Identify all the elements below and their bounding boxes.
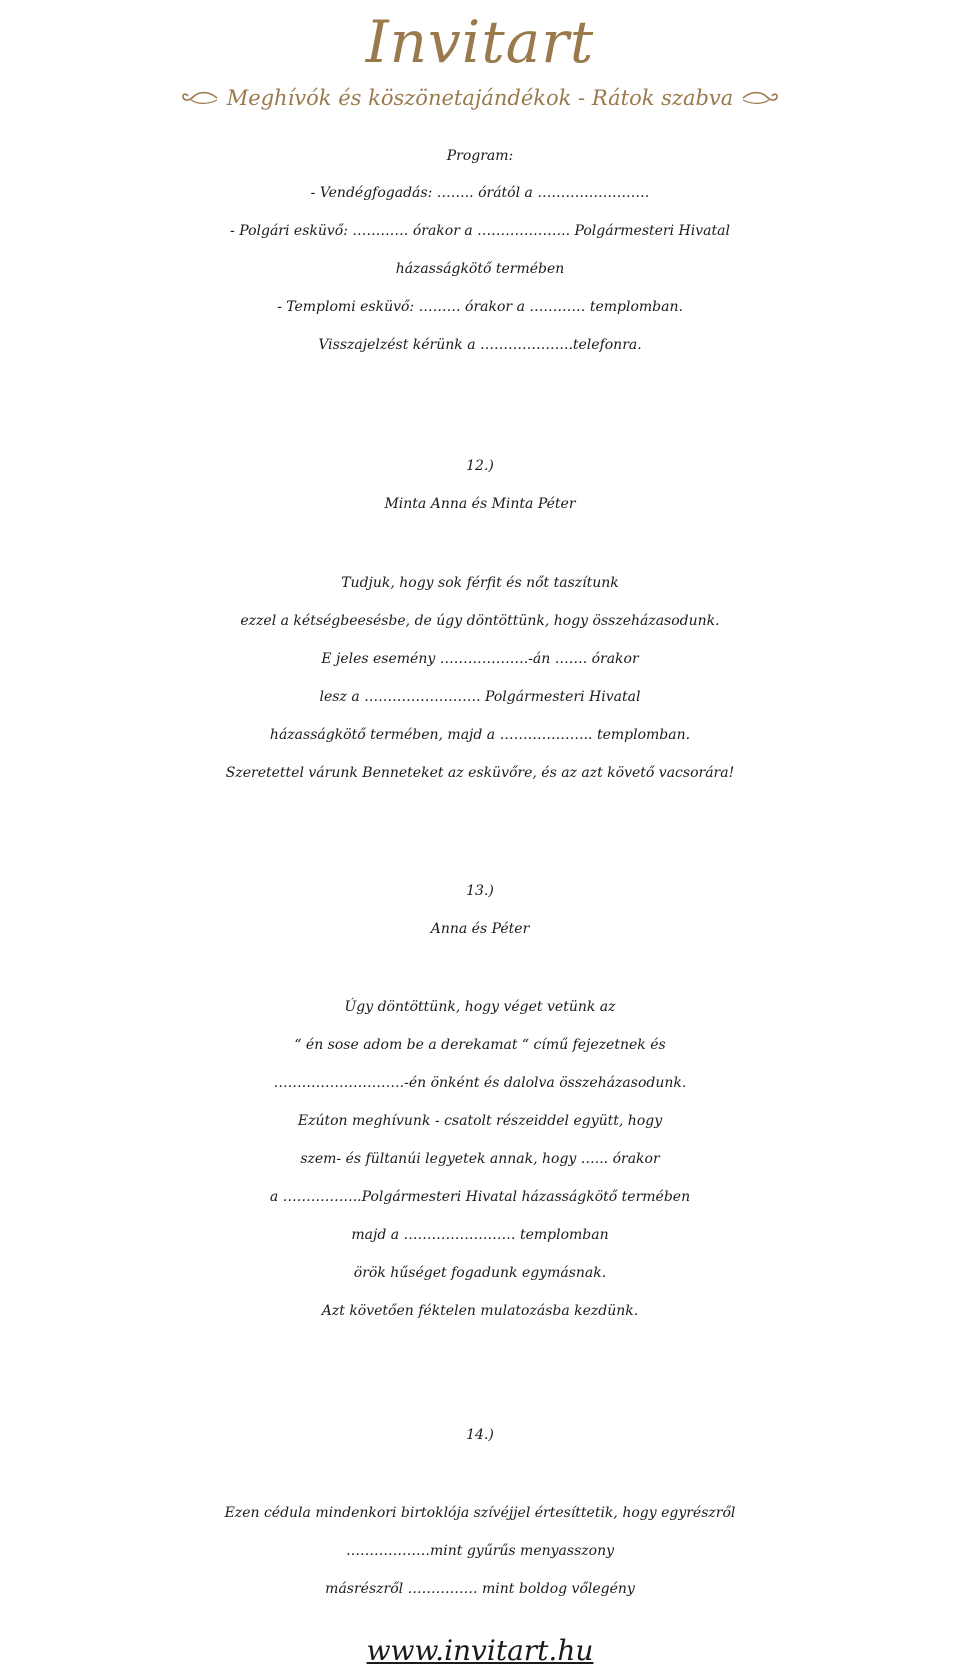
text-line: Úgy döntöttünk, hogy véget vetünk az <box>344 999 616 1015</box>
text-line: - Polgári esküvő: ………… órakor a ……………….. Polgármesteri Hivatal <box>230 223 730 239</box>
text-line: Ezen cédula mindenkori birtoklója szívéjjel értesíttetik, hogy egyrészről <box>224 1505 736 1521</box>
text-line: örök hűséget fogadunk egymásnak. <box>353 1265 607 1281</box>
section-number: 13.) <box>466 883 494 899</box>
text-line: “ én sose adom be a derekamat “ című fejezetnek és <box>294 1037 666 1053</box>
section-number: 14.) <box>466 1427 494 1443</box>
text-line: szem- és fültanúi legyetek annak, hogy …... órakor <box>300 1151 660 1167</box>
text-line: házasságkötő termében, majd a ……………….. templomban. <box>269 727 691 743</box>
text-line: a ……………..Polgármesteri Hivatal házasságkötő termében <box>269 1189 691 1205</box>
text-line: Ezúton meghívunk - csatolt részeiddel együtt, hogy <box>297 1113 663 1129</box>
text-line: Azt követően féktelen mulatozásba kezdünk. <box>321 1303 639 1319</box>
text-line: Visszajelzést kérünk a ………………..telefonra. <box>318 337 642 353</box>
text-line: Tudjuk, hogy sok férfit és nőt taszítunk <box>341 575 619 591</box>
text-line: ……………………….-én önként és dalolva összeházasodunk. <box>273 1075 687 1091</box>
text-line: Szeretettel várunk Benneteket az esküvőre, és az azt követő vacsorára! <box>225 765 735 781</box>
program-heading: Program: <box>446 148 514 164</box>
text-line: majd a …………………… templomban <box>351 1227 609 1243</box>
text-line: házasságkötő termében <box>395 261 565 277</box>
brand-tagline: Meghívók és köszönetajándékok - Rátok szabva <box>226 86 734 110</box>
text-line: ………………mint gyűrűs menyasszony <box>345 1543 614 1559</box>
section-number: 12.) <box>466 458 494 474</box>
text-line: lesz a ……………………. Polgármesteri Hivatal <box>319 689 641 705</box>
tagline-row <box>0 84 960 112</box>
text-line: - Vendégfogadás: …….. órától a …………………… <box>310 185 650 201</box>
text-line: másrészről …………… mint boldog vőlegény <box>325 1581 635 1597</box>
couple-names: Minta Anna és Minta Péter <box>384 496 576 512</box>
website-link[interactable]: www.invitart.hu <box>366 1634 594 1667</box>
flourish-left-icon <box>181 89 219 107</box>
text-line: ezzel a kétségbeesésbe, de úgy döntöttünk, hogy összeházasodunk. <box>240 613 720 629</box>
couple-names: Anna és Péter <box>430 921 530 937</box>
page-header <box>0 0 960 120</box>
text-line: - Templomi esküvő: ……… órakor a ………… templomban. <box>277 299 683 315</box>
text-line: E jeles esemény ……………….-án ……. órakor <box>321 651 639 667</box>
brand-logo: Invitart <box>365 8 595 76</box>
flourish-right-icon <box>741 89 779 107</box>
